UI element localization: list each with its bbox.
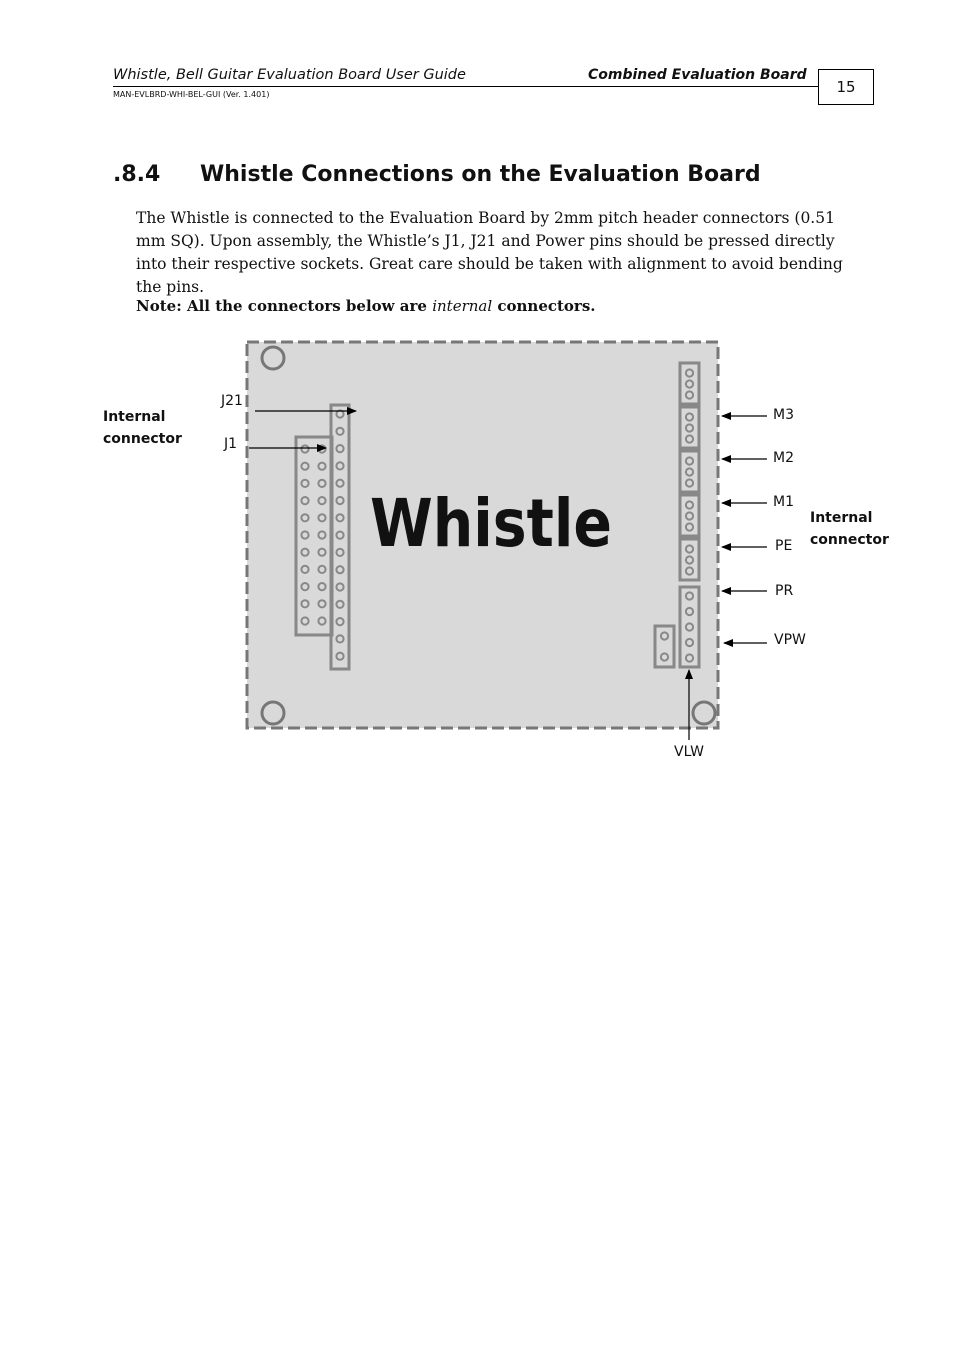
right-caption-line2: connector <box>810 532 889 548</box>
document-title: Whistle, Bell Guitar Evaluation Board User Guide <box>113 67 466 83</box>
label-vlw: VLW <box>674 744 704 760</box>
document-id: MAN-EVLBRD-WHI-BEL-GUI (Ver. 1.401) <box>113 90 270 99</box>
page-number: 15 <box>818 69 874 105</box>
label-m1: M1 <box>773 494 794 510</box>
note-suffix: connectors. <box>492 297 596 315</box>
label-j21: J21 <box>221 393 243 409</box>
left-caption-line2: connector <box>103 431 182 447</box>
label-vpw: VPW <box>774 632 806 648</box>
section-number: .8.4 <box>113 162 161 187</box>
section-title: Whistle Connections on the Evaluation Board <box>200 162 761 187</box>
left-caption-line1: Internal <box>103 409 166 425</box>
left-internal-connector-caption <box>103 406 182 450</box>
body-paragraph: The Whistle is connected to the Evaluation Board by 2mm pitch header connectors (0.51 mm SQ). Upon assembly, the Whistle’s J1, J21 and Power pins should be pressed directly into their respective sockets. Great care should be taken with alignment to avoid bending the pins. <box>136 209 843 296</box>
label-m2: M2 <box>773 450 794 466</box>
label-m3: M3 <box>773 407 794 423</box>
note-emphasis: internal <box>432 297 493 315</box>
chapter-title: Combined Evaluation Board <box>588 67 807 83</box>
right-internal-connector-caption <box>810 507 889 551</box>
label-j1: J1 <box>224 436 238 452</box>
label-pe: PE <box>775 538 793 554</box>
whistle-logo: Whistle <box>370 485 612 562</box>
right-caption-line1: Internal <box>810 510 873 526</box>
label-pr: PR <box>775 583 794 599</box>
note-prefix: Note: All the connectors below are <box>136 297 433 315</box>
